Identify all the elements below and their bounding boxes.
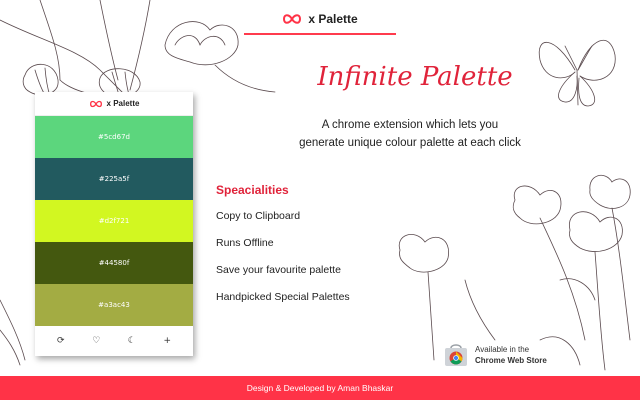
- color-swatch[interactable]: [35, 284, 193, 326]
- moon-button[interactable]: [125, 334, 139, 348]
- brand-underline: [244, 33, 396, 35]
- heart-icon: ♡: [92, 336, 101, 346]
- footer-credit: Design & Developed by Aman Bhaskar: [246, 383, 394, 393]
- color-swatch[interactable]: [35, 200, 193, 242]
- heart-button[interactable]: [89, 334, 103, 348]
- color-swatches: [35, 116, 193, 326]
- swatch-hex-label: #44580f: [98, 259, 130, 267]
- plus-button[interactable]: [160, 334, 174, 348]
- hero-title: Infinite Palette: [317, 62, 513, 92]
- swatch-hex-label: #225a5f: [98, 175, 130, 183]
- chrome-web-store-icon: [443, 342, 469, 368]
- hero-description: [280, 116, 540, 152]
- popup-toolbar: [35, 326, 193, 356]
- moon-icon: ☾: [127, 336, 136, 346]
- specialities-title: Speacialities: [216, 183, 289, 197]
- extension-popup: [35, 92, 193, 356]
- refresh-button[interactable]: [54, 334, 68, 348]
- store-badge-line1: Available in the: [475, 345, 530, 354]
- swatch-hex-label: #d2f721: [98, 217, 130, 225]
- infinity-logo-icon: [282, 13, 302, 25]
- popup-header: [35, 92, 193, 116]
- feature-item: Save your favourite palette: [216, 264, 341, 276]
- store-badge-line2: Chrome Web Store: [475, 356, 547, 365]
- footer-bar: [0, 376, 640, 400]
- popup-brand-name: x Palette: [106, 99, 140, 108]
- feature-item: Handpicked Special Palettes: [216, 291, 350, 303]
- brand-name: x Palette: [308, 12, 358, 26]
- color-swatch[interactable]: [35, 158, 193, 200]
- store-badge-text: [475, 344, 547, 366]
- hero-description-line1: A chrome extension which lets you: [321, 119, 499, 131]
- chrome-web-store-badge[interactable]: [443, 340, 573, 370]
- swatch-hex-label: #a3ac43: [98, 301, 130, 309]
- infinity-logo-icon: [89, 100, 103, 108]
- plus-icon: +: [163, 336, 172, 346]
- feature-item: Copy to Clipboard: [216, 210, 301, 222]
- hero-description-line2: generate unique colour palette at each click: [299, 137, 521, 149]
- refresh-icon: ⟳: [56, 336, 65, 346]
- feature-item: Runs Offline: [216, 237, 274, 249]
- top-brand: [244, 8, 396, 30]
- swatch-hex-label: #5cd67d: [98, 133, 130, 141]
- color-swatch[interactable]: [35, 242, 193, 284]
- color-swatch[interactable]: [35, 116, 193, 158]
